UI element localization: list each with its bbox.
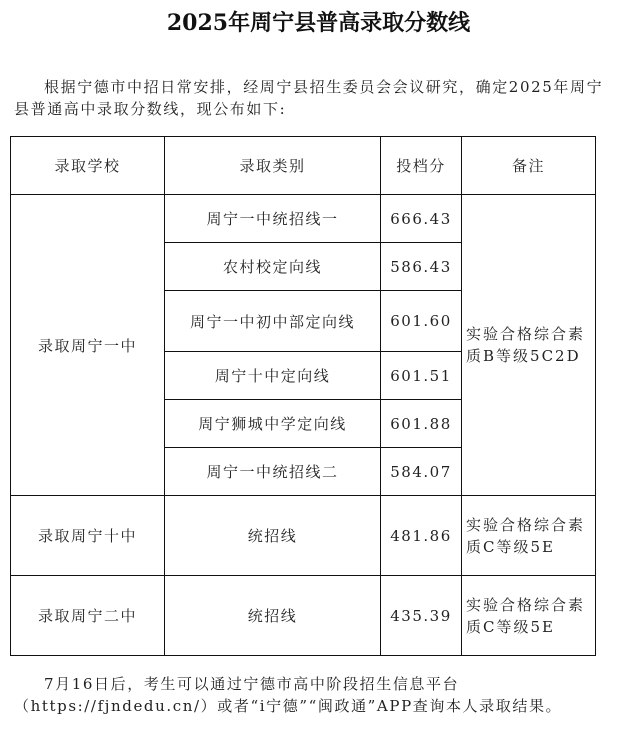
score-cell: 481.86 <box>381 496 462 576</box>
score-cell: 666.43 <box>381 195 462 243</box>
score-cell: 601.51 <box>381 352 462 400</box>
table-row <box>11 576 596 656</box>
intro-text: 根据宁德市中招日常安排，经周宁县招生委员会会议研究，确定2025年周宁县普通高中录取分数线，现公布如下: <box>14 78 604 118</box>
school-cell: 录取周宁十中 <box>11 496 165 576</box>
table-header-row <box>11 137 596 195</box>
admission-score-table <box>10 136 596 656</box>
document-title: 2025年周宁县普高录取分数线 <box>166 10 471 36</box>
intro-paragraph <box>14 76 614 120</box>
category-cell: 周宁十中定向线 <box>165 352 381 400</box>
header-note: 备注 <box>462 137 596 195</box>
header-category: 录取类别 <box>165 137 381 195</box>
score-cell: 601.60 <box>381 291 462 352</box>
score-cell: 584.07 <box>381 448 462 496</box>
table-row <box>11 496 596 576</box>
table-row <box>11 195 596 243</box>
category-cell: 周宁一中初中部定向线 <box>165 291 381 352</box>
score-cell: 435.39 <box>381 576 462 656</box>
category-cell: 统招线 <box>165 576 381 656</box>
footer-text: 7月16日后，考生可以通过宁德市高中阶段招生信息平台（https://fjndedu.cn/）或者“i宁德”“闽政通”APP查询本人录取结果。 <box>14 675 563 715</box>
header-score: 投档分 <box>381 137 462 195</box>
score-cell: 586.43 <box>381 243 462 291</box>
note-cell: 实验合格综合素质B等级5C2D <box>462 195 596 496</box>
category-cell: 农村校定向线 <box>165 243 381 291</box>
category-cell: 周宁一中统招线二 <box>165 448 381 496</box>
category-cell: 周宁一中统招线一 <box>165 195 381 243</box>
score-cell: 601.88 <box>381 400 462 448</box>
school-cell: 录取周宁一中 <box>11 195 165 496</box>
category-cell: 周宁狮城中学定向线 <box>165 400 381 448</box>
note-cell: 实验合格综合素质C等级5E <box>462 496 596 576</box>
category-cell: 统招线 <box>165 496 381 576</box>
note-cell: 实验合格综合素质C等级5E <box>462 576 596 656</box>
header-school: 录取学校 <box>11 137 165 195</box>
school-cell: 录取周宁二中 <box>11 576 165 656</box>
footer-paragraph <box>14 673 614 717</box>
